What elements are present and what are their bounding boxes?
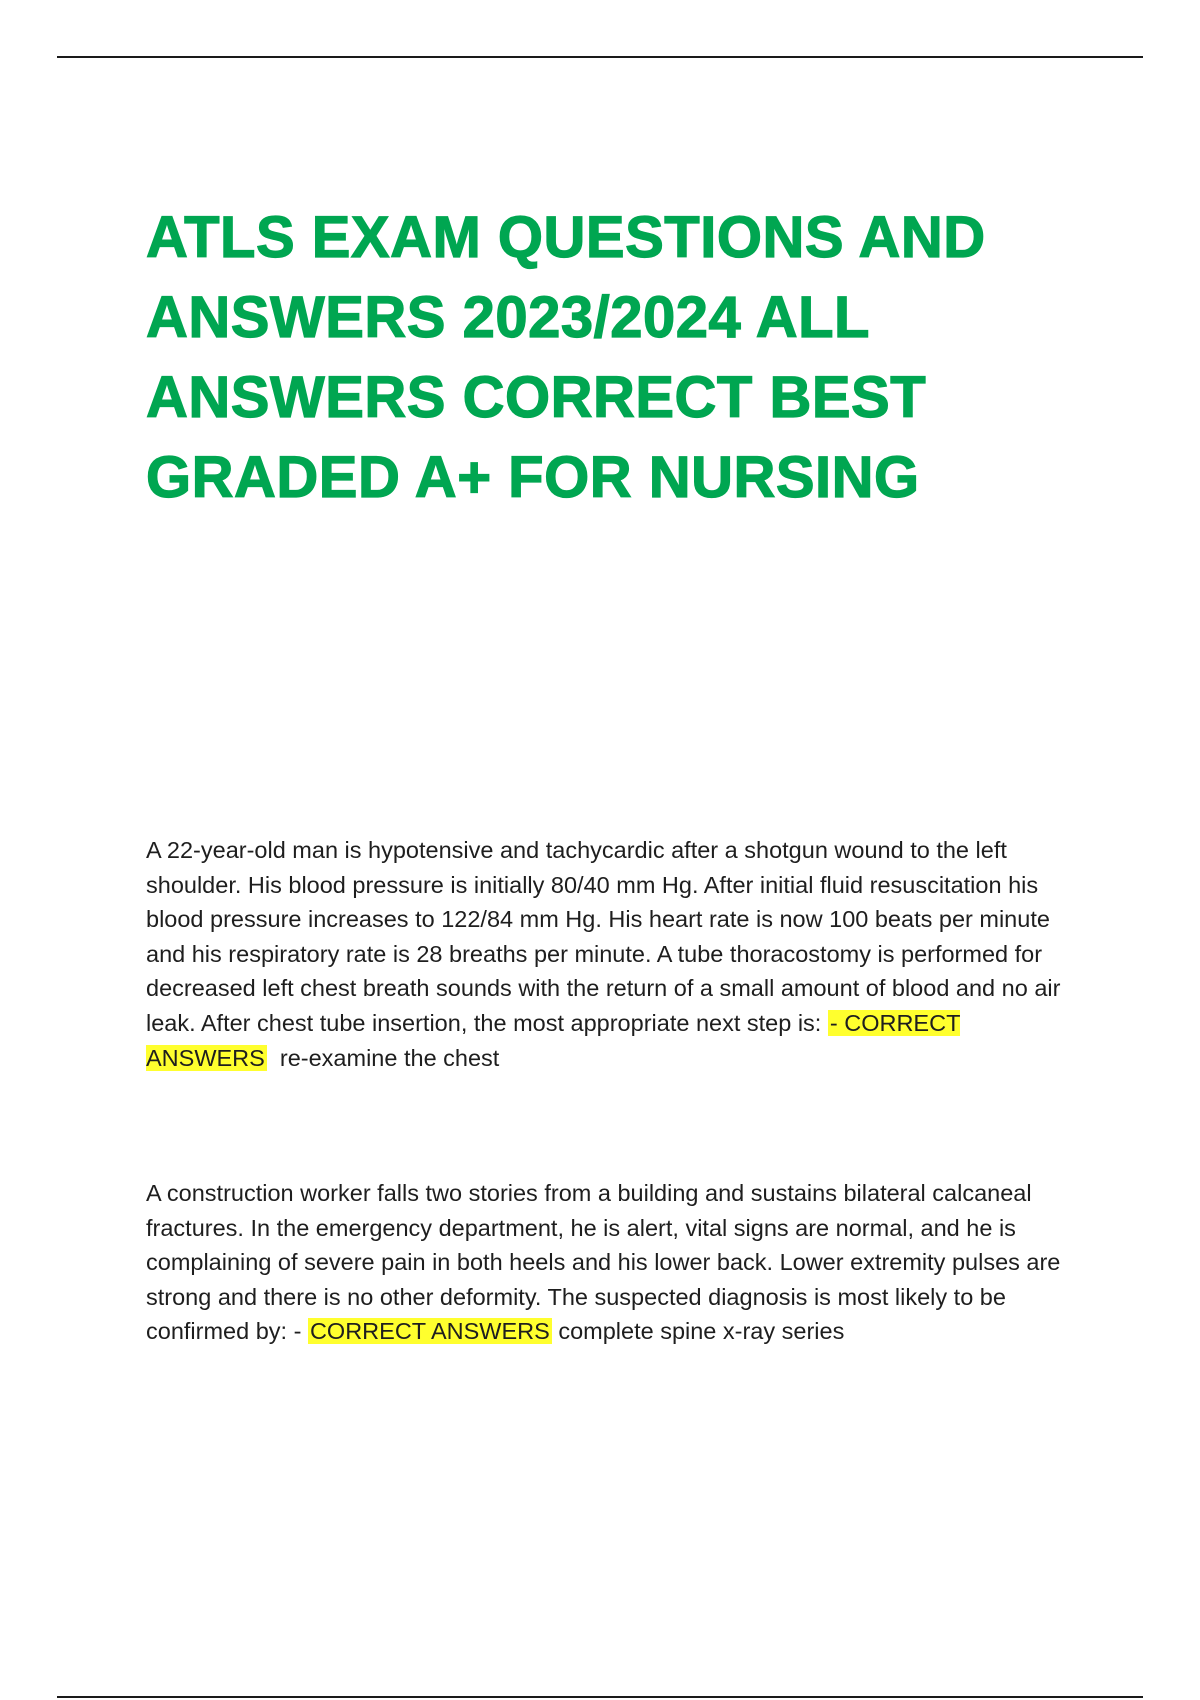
question-text: A 22-year-old man is hypotensive and tachycardic after a shotgun wound to the left shoulder. His blood pressure is initially 80/40 mm Hg. After initial fluid resuscitation his blood pressure increases to 122/84 mm Hg. His heart rate is now 100 beats per minute and his respiratory rate is 28 breaths per minute. A tube thoracostomy is performed for decreased left chest breath sounds with the return of a small amount of blood and no air leak. After chest tube insertion, the most appropriate next step is: [146, 837, 1061, 1036]
correct-answers-marker: CORRECT ANSWERS [309, 1318, 550, 1345]
document-title: ATLS EXAM QUESTIONS AND ANSWERS 2023/2024 ALL ANSWERS CORRECT BEST GRADED A+ FOR NURSING [146, 205, 986, 510]
correct-answers-marker: - CORRECT ANSWERS [146, 1009, 961, 1071]
question-block [146, 833, 1066, 1075]
top-divider [57, 56, 1143, 58]
bottom-divider [57, 1696, 1143, 1698]
answer-text: re-examine the chest [279, 1044, 500, 1071]
question-text: A construction worker falls two stories from a building and sustains bilateral calcaneal fractures. In the emergency department, he is alert, vital signs are normal, and he is complaining of severe pain in both heels and his lower back. Lower extremity pulses are strong and there is no other deformity. The suspected diagnosis is most likely to be confirmed by: - [146, 1180, 1061, 1345]
answer-text: complete spine x-ray series [558, 1318, 845, 1345]
question-block [146, 1176, 1066, 1349]
